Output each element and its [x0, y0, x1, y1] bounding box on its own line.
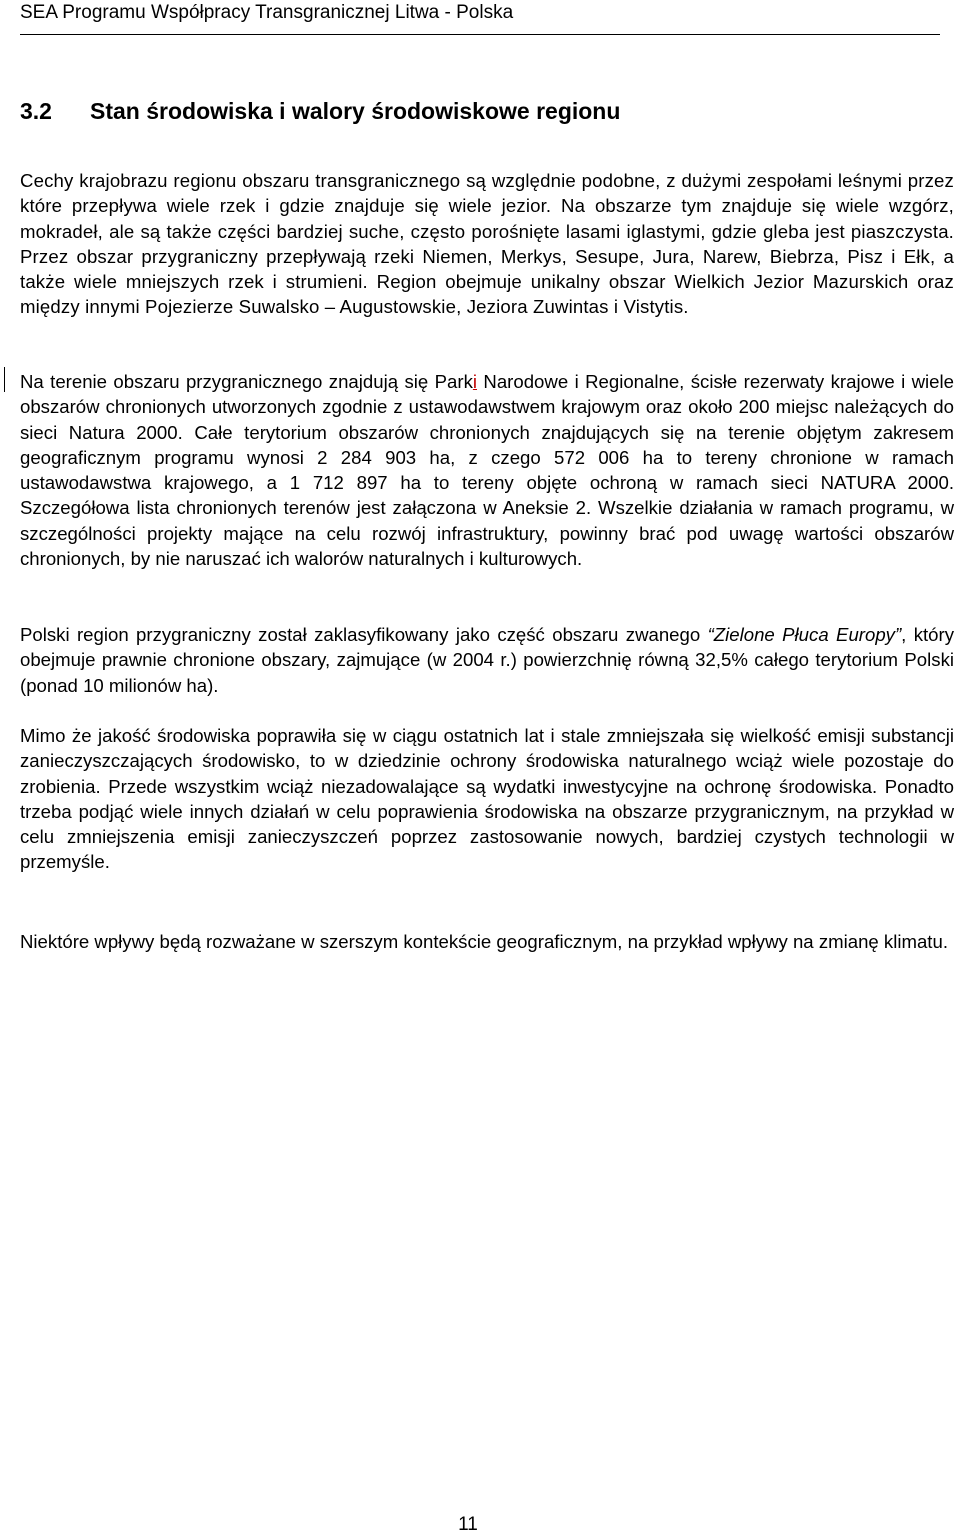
paragraph-protected-areas — [20, 369, 954, 571]
paragraph-text: Narodowe i Regionalne, ścisłe rezerwaty krajowe i wiele obszarów chronionych utworzonych zgodnie z ustawodawstwem krajowym oraz około 200 miejsc należących do sieci Natura 2000. Całe terytorium obszarów chronionych znajdujących się na terenie objętym zakresem geograficznym programu wynosi 2 284 903 ha, z czego 572 006 ha to tereny chronione w ramach ustawodawstwa krajowego, a 1 712 897 ha to tereny objęte ochroną w ramach sieci NATURA 2000. Szczegółowa lista chronionych terenów jest załączona w Aneksie 2. Wszelkie działania w ramach programu, w szczególności projekty mające na celu rozwój infrastruktury, powinny brać pod uwagę wartości obszarów chronionych, by nie naruszać ich walorów naturalnych i kulturowych. — [20, 371, 954, 570]
paragraph-text: , który obejmuje prawnie chronione obszary, zajmujące (w 2004 r.) powierzchnię równą 32,5% całego terytorium Polski (ponad 10 milionów ha). — [20, 624, 954, 696]
section-number: 3.2 — [20, 98, 52, 124]
section-heading — [20, 96, 940, 126]
running-header — [20, 0, 940, 35]
paragraph-landscape: Cechy krajobrazu regionu obszaru transgranicznego są względnie podobne, z dużymi zespołami leśnymi przez które przepływa wiele rzek i gdzie znajduje się wiele jezior. Na obszarze tym znajduje się wiele wzgórz, mokradeł, ale są także części bardziej suche, często porośnięte lasami iglastymi, gdzie gleba jest piaszczysta. Przez obszar przygraniczny przepływają rzeki Niemen, Merkys, Sesupe, Jura, Narew, Biebrza, Pisz i Ełk, a także wiele mniejszych rzek i strumieni. Region obejmuje unikalny obszar Wielkich Jezior Mazurskich oraz między innymi Pojezierze Suwalsko – Augustowskie, Jeziora Zuwintas i Vistytis. — [20, 170, 954, 318]
revision-change-bar — [4, 367, 5, 392]
tracked-change-mark: i — [472, 371, 478, 392]
paragraph-text: Na terenie obszaru przygranicznego znajdują się Park — [20, 371, 473, 392]
paragraph-green-lungs — [20, 622, 954, 698]
section-title: Stan środowiska i walory środowiskowe regionu — [90, 98, 621, 124]
italic-term: “Zielone Płuca Europy” — [707, 624, 902, 645]
paragraph-climate: Niektóre wpływy będą rozważane w szerszym kontekście geograficznym, na przykład wpływy na zmianę klimatu. — [20, 931, 948, 952]
paragraph-text: Polski region przygraniczny został zaklasyfikowany jako część obszaru zwanego — [20, 624, 708, 645]
paragraph-environment-quality: Mimo że jakość środowiska poprawiła się w ciągu ostatnich lat i stale zmniejszała się wielkość emisji substancji zanieczyszczających środowisko, to w dziedzinie ochrony środowiska naturalnego wciąż wiele pozostaje do zrobienia. Przede wszystkim wciąż niezadowalające są wydatki inwestycyjne na ochronę środowiska. Ponadto trzeba podjąć wiele innych działań w celu poprawienia środowiska na obszarze przygranicznym, na przykład w celu zmniejszenia emisji zanieczyszczeń poprzez zastosowanie nowych, bardziej czystych technologii w przemyśle. — [20, 725, 954, 873]
page-number: 11 — [458, 1514, 478, 1535]
header-title: SEA Programu Współpracy Transgranicznej Litwa - Polska — [20, 2, 514, 23]
